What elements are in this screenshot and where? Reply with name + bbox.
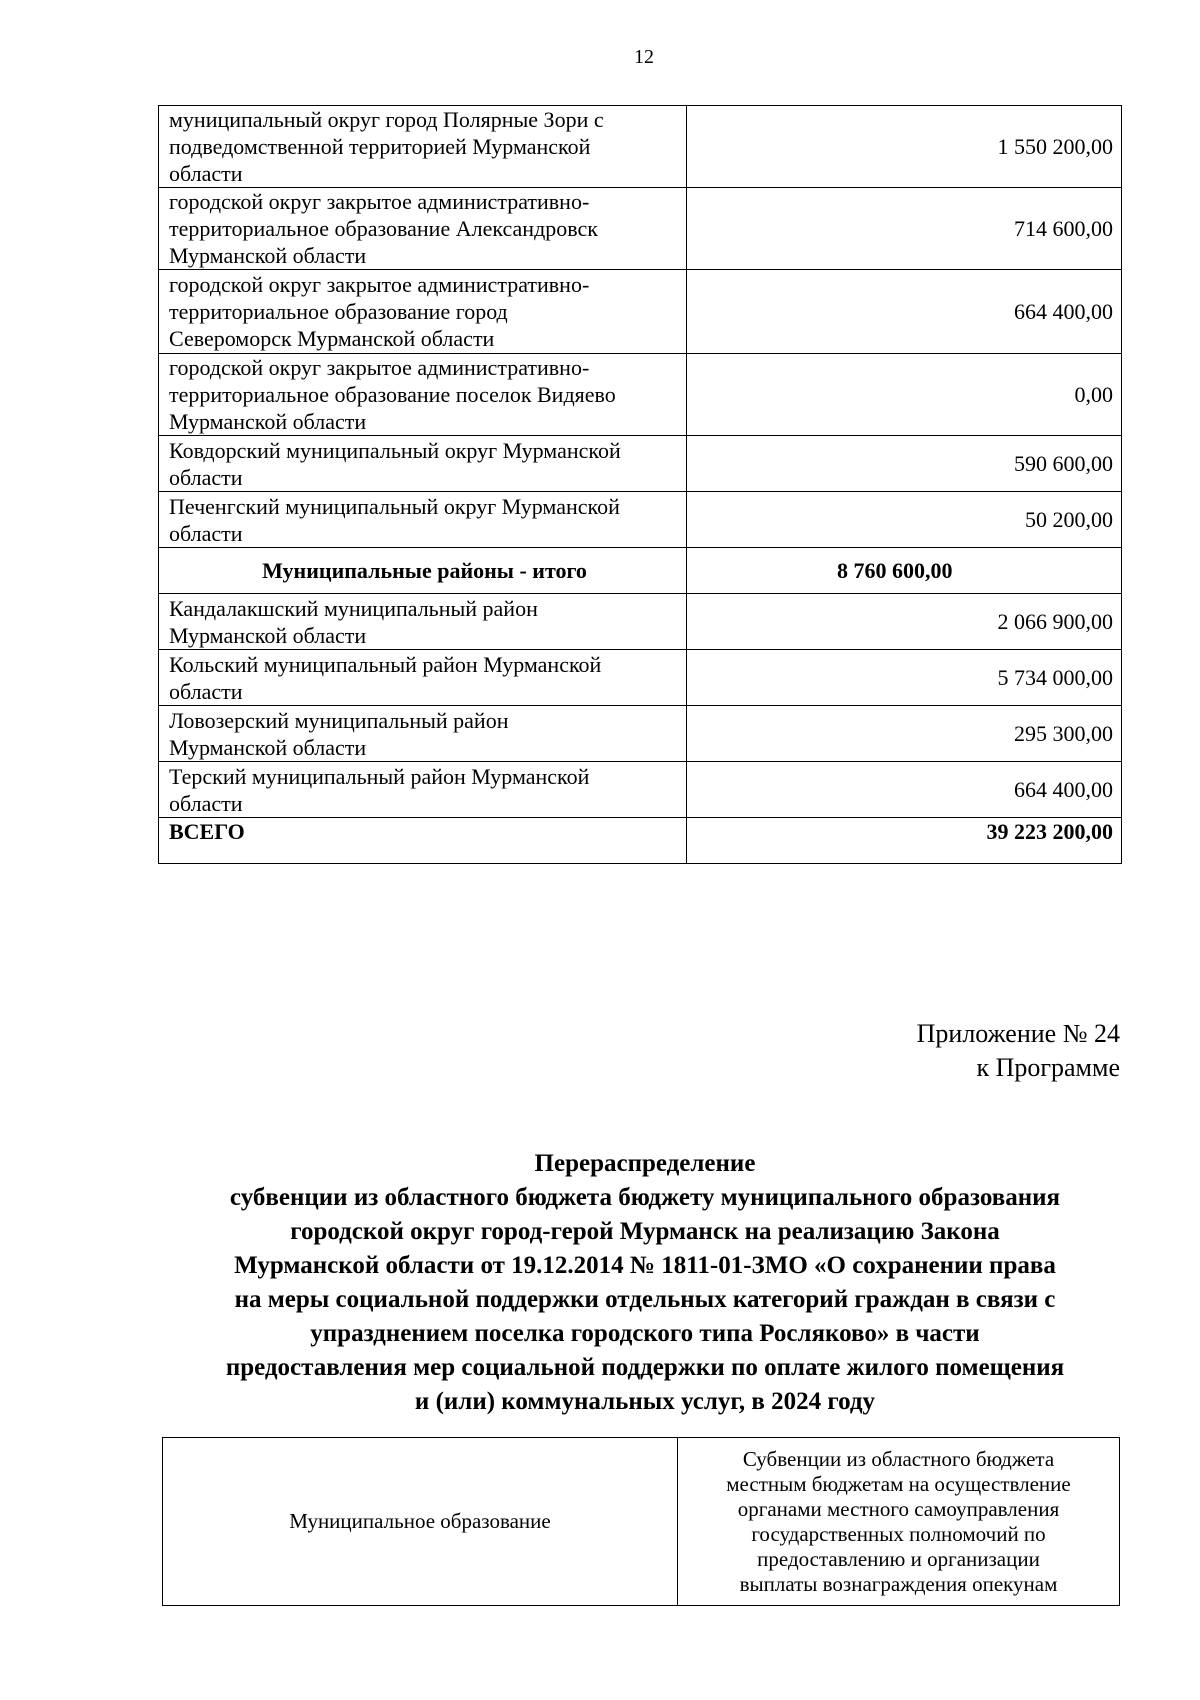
municipality-cell: муниципальный округ город Полярные Зори с подведомственной территорией Мурманской области xyxy=(159,106,687,188)
amount-cell: 295 300,00 xyxy=(687,706,1122,762)
table-row xyxy=(159,762,1122,818)
municipality-cell: Ловозерский муниципальный район Мурманской области xyxy=(159,706,687,762)
table-row xyxy=(159,650,1122,706)
appendix-reference xyxy=(917,1017,1120,1085)
municipality-cell: Ковдорский муниципальный округ Мурманской области xyxy=(159,436,687,492)
amount-cell: 0,00 xyxy=(687,354,1122,436)
distribution-table xyxy=(158,105,1122,864)
column-header-municipality: Муниципальное образование xyxy=(163,1438,678,1606)
amount-cell: 714 600,00 xyxy=(687,188,1122,270)
title-line: Мурманской области от 19.12.2014 № 1811-01-ЗМО «О сохранении права xyxy=(234,1252,1056,1279)
table-row xyxy=(159,270,1122,354)
municipality-cell: Кольский муниципальный район Мурманской области xyxy=(159,650,687,706)
municipality-cell: Печенгский муниципальный округ Мурманской области xyxy=(159,492,687,548)
table-row xyxy=(159,706,1122,762)
title-line: на меры социальной поддержки отдельных категорий граждан в связи с xyxy=(234,1286,1056,1313)
subtotal-label: Муниципальные районы - итого xyxy=(159,548,687,594)
table-row xyxy=(159,492,1122,548)
amount-cell: 50 200,00 xyxy=(687,492,1122,548)
table-row xyxy=(159,188,1122,270)
amount-cell: 1 550 200,00 xyxy=(687,106,1122,188)
amount-cell: 664 400,00 xyxy=(687,762,1122,818)
title-line: и (или) коммунальных услуг, в 2024 году xyxy=(414,1388,876,1415)
total-value: 39 223 200,00 xyxy=(687,818,1122,864)
total-row xyxy=(159,818,1122,864)
appendix-program: к Программе xyxy=(976,1053,1120,1082)
title-line: предоставления мер социальной поддержки по оплате жилого помещения xyxy=(225,1354,1065,1381)
municipality-cell: городской округ закрытое административно- территориальное образование город Североморск Мурманской области xyxy=(159,270,687,354)
amount-cell: 590 600,00 xyxy=(687,436,1122,492)
table-header-row xyxy=(163,1438,1120,1606)
subtotal-value: 8 760 600,00 xyxy=(687,548,1122,594)
title-line: упразднением поселка городского типа Росляково» в части xyxy=(310,1320,980,1347)
title-line: городской округ город-герой Мурманск на реализацию Закона xyxy=(290,1218,1000,1245)
amount-cell: 5 734 000,00 xyxy=(687,650,1122,706)
subvention-table xyxy=(162,1437,1120,1606)
table-row xyxy=(159,594,1122,650)
total-label: ВСЕГО xyxy=(159,818,687,864)
municipality-cell: Кандалакшский муниципальный район Мурманской области xyxy=(159,594,687,650)
column-header-subvention: Субвенции из областного бюджета местным бюджетам на осуществление органами местного самоуправления государственных полномочий по предоставлению и организации выплаты вознаграждения опекунам xyxy=(678,1438,1120,1606)
page-number: 12 xyxy=(634,46,654,68)
table-row xyxy=(159,354,1122,436)
subtotal-row xyxy=(159,548,1122,594)
title-line: Перераспределение xyxy=(534,1150,756,1177)
appendix-number: Приложение № 24 xyxy=(916,1019,1120,1048)
document-title xyxy=(170,1147,1120,1419)
table-row xyxy=(159,106,1122,188)
amount-cell: 664 400,00 xyxy=(687,270,1122,354)
table-row xyxy=(159,436,1122,492)
title-line: субвенции из областного бюджета бюджету муниципального образования xyxy=(229,1184,1061,1211)
amount-cell: 2 066 900,00 xyxy=(687,594,1122,650)
municipality-cell: Терский муниципальный район Мурманской области xyxy=(159,762,687,818)
municipality-cell: городской округ закрытое административно- территориальное образование Александровск Мурманской области xyxy=(159,188,687,270)
municipality-cell: городской округ закрытое административно- территориальное образование поселок Видяево Мурманской области xyxy=(159,354,687,436)
